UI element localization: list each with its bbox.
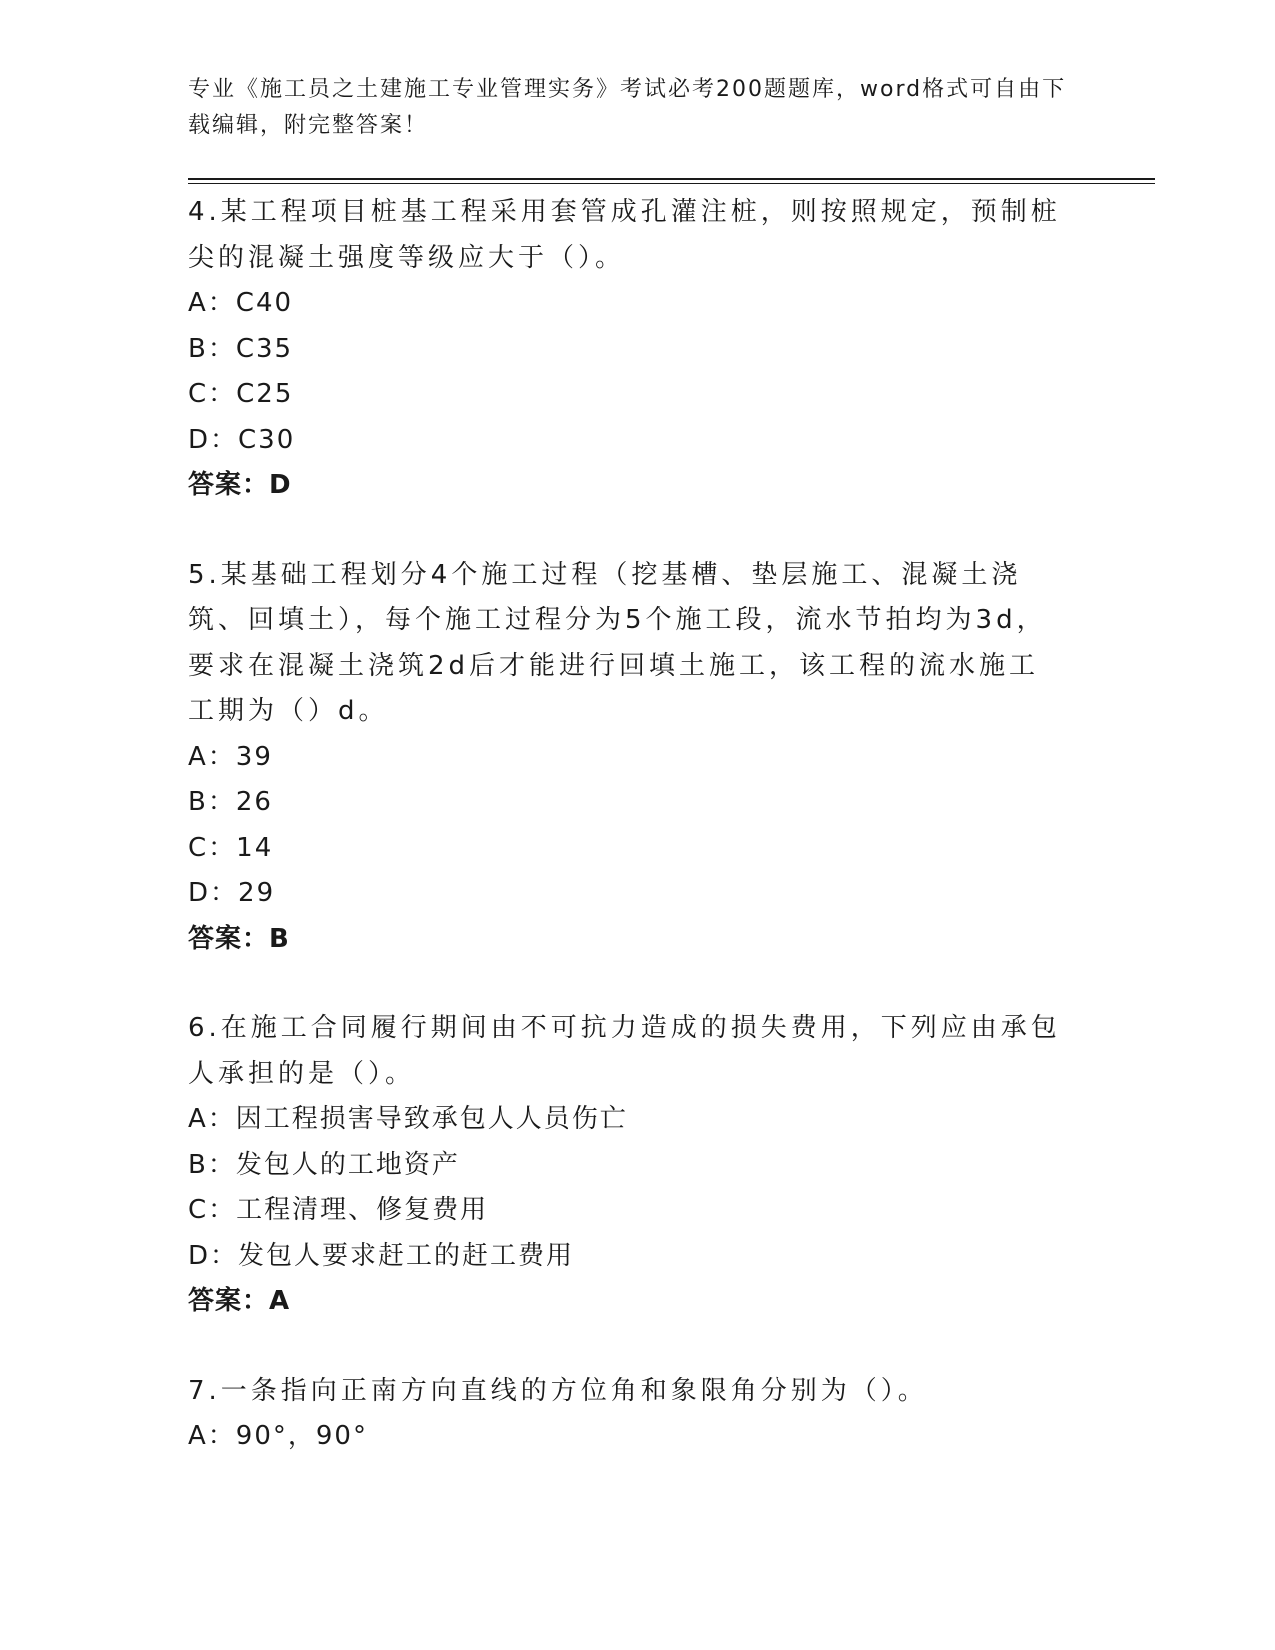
- header-divider-thin: [188, 183, 1155, 184]
- question-stem: 5.某基础工程划分4个施工过程（挖基槽、垫层施工、混凝土浇筑、回填土），每个施工过程分为5个施工段，流水节拍均为3d，要求在混凝土浇筑2d后才能进行回填土施工，该工程的流水施工工期为（）d。: [188, 559, 1047, 726]
- question-stem: 4.某工程项目桩基工程采用套管成孔灌注桩，则按照规定，预制桩尖的混凝土强度等级应大于（）。: [188, 197, 1061, 273]
- question-stem: 6.在施工合同履行期间由不可抗力造成的损失费用，下列应由承包人承担的是（）。: [188, 1013, 1061, 1089]
- option-c: C：C25: [188, 379, 294, 409]
- option-a: A：因工程损害导致承包人人员伤亡: [188, 1104, 628, 1134]
- option-a: A：90°，90°: [188, 1421, 368, 1451]
- question-4: [188, 190, 1068, 509]
- header-divider-thick: [188, 178, 1155, 180]
- option-a: A：39: [188, 741, 273, 772]
- question-list: [188, 190, 1068, 1504]
- option-b: B：发包人的工地资产: [188, 1149, 460, 1180]
- answer-line: 答案：A: [188, 1286, 291, 1316]
- option-c: C：14: [188, 832, 274, 863]
- option-a: A：C40: [188, 288, 294, 318]
- option-d: D：29: [188, 878, 276, 908]
- question-6: [188, 1006, 1068, 1325]
- document-header: 专业《施工员之土建施工专业管理实务》考试必考200题题库，word格式可自由下载编辑，附完整答案！: [188, 77, 1067, 138]
- option-d: D：发包人要求赶工的赶工费用: [188, 1240, 575, 1271]
- question-5: [188, 553, 1068, 963]
- option-c: C：工程清理、修复费用: [188, 1195, 489, 1225]
- question-stem: 7.一条指向正南方向直线的方位角和象限角分别为（）。: [188, 1375, 928, 1406]
- answer-line: 答案：B: [188, 923, 290, 954]
- option-b: B：C35: [188, 333, 294, 364]
- answer-line: 答案：D: [188, 470, 292, 500]
- option-b: B：26: [188, 787, 273, 817]
- question-7: [188, 1369, 1068, 1460]
- option-d: D：C30: [188, 424, 296, 455]
